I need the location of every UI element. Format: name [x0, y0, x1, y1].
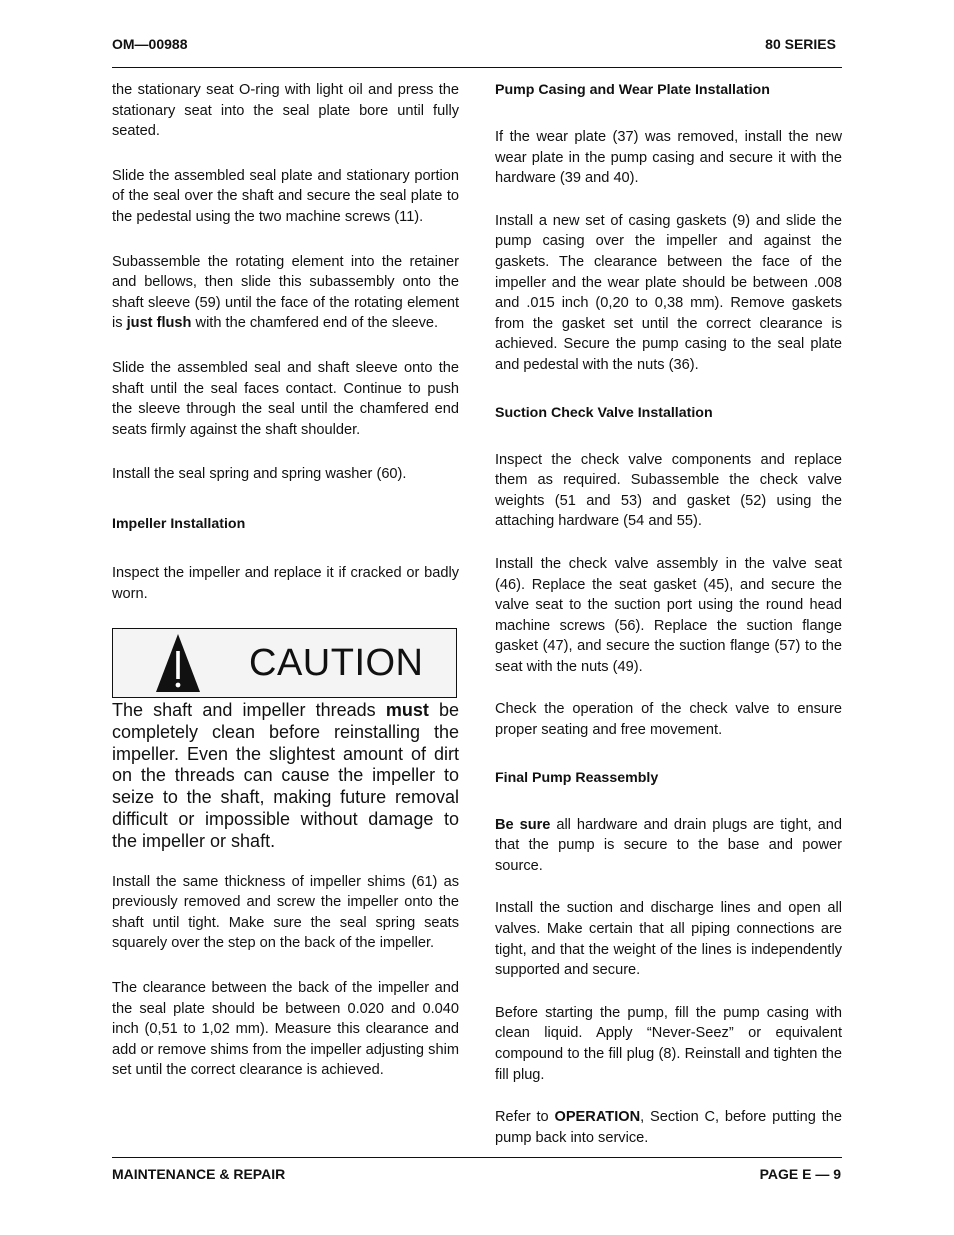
paragraph-fill-casing: Before starting the pump, fill the pump casing with clean liquid. Apply “Never-Seez” or equivalent compound to the fill plug (8). Reinstall and tighten the fill plug.	[495, 1004, 842, 1083]
paragraph-casing-gaskets: Install a new set of casing gaskets (9) and slide the pump casing over the impeller and against the gaskets. The clearance between the face of the impeller and the wear plate should be between .008 and .015 inch (0,20 to 0,38 mm). Remove gaskets from the gasket set until the correct clearance is achieved. Secure the pump casing to the seal plate and pedestal with the nuts (36).	[495, 212, 842, 373]
text: , Section C, before putting the pump back into service.	[495, 1109, 842, 1146]
paragraph-impeller-shims: Install the same thickness of impeller shims (61) as previously removed and screw the impeller onto the shaft until tight. Make sure the seal spring seats squarely over the step on the back of the impeller.	[112, 873, 459, 952]
paragraph-inspect-impeller: Inspect the impeller and replace it if cracked or badly worn.	[112, 564, 459, 602]
paragraph-suction-discharge: Install the suction and discharge lines and open all valves. Make certain that all piping connections are tight, and that the weight of the lines is independently supported and secure.	[495, 900, 842, 979]
paragraph-refer-operation	[495, 1107, 842, 1148]
paragraph-rotating-element	[112, 252, 459, 334]
text: Refer to	[495, 1109, 555, 1126]
caution-label: CAUTION	[249, 642, 424, 685]
paragraph-seal-spring: Install the seal spring and spring washer (60).	[112, 466, 407, 483]
warning-triangle-icon	[155, 633, 201, 693]
header-rule	[112, 67, 842, 68]
paragraph-check-valve-operation: Check the operation of the check valve to ensure proper seating and free movement.	[495, 701, 842, 739]
paragraph-shaft-sleeve: Slide the assembled seal and shaft sleeve onto the shaft until the seal faces contact. Continue to push the sleeve through the seal until the chamfered end seats firmly against the shaft shoulder.	[112, 359, 459, 438]
heading-pump-casing: Pump Casing and Wear Plate Installation	[495, 82, 770, 98]
heading-suction-check-valve: Suction Check Valve Installation	[495, 404, 713, 421]
page-number: PAGE E — 9	[759, 1166, 841, 1182]
heading-impeller-installation: Impeller Installation	[112, 515, 246, 532]
paragraph-check-valve-install: Install the check valve assembly in the valve seat (46). Replace the seat gasket (45), and secure the valve seat to the suction port using the round head machine screws (56). Replace the suction flange gasket (47), and secure the suction flange (57) to the seat with the nuts (49).	[495, 555, 842, 675]
text: be completely clean before reinstalling the impeller. Even the slightest amount of dirt on the threads can cause the impeller to seize to the shaft, making future removal difficult or impossible without damage to the impeller or shaft.	[112, 700, 459, 851]
paragraph-impeller-clearance: The clearance between the back of the impeller and the seal plate should be between 0.020 and 0.040 inch (0,51 to 1,02 mm). Measure this clearance and add or remove shims from the impeller adjusting shim set until the correct clearance is achieved.	[112, 980, 459, 1079]
caution-message	[112, 700, 459, 853]
paragraph-hardware-tight	[495, 815, 842, 877]
document-number: OM—00988	[112, 36, 188, 52]
emphasis: OPERATION	[554, 1109, 641, 1126]
paragraph-stationary-seat: the stationary seat O-ring with light oil and press the stationary seat into the seal plate bore until fully seated.	[112, 82, 459, 140]
emphasis: Be sure	[495, 816, 551, 833]
paragraph-check-valve-inspect: Inspect the check valve components and replace them as required. Subassemble the check valve weights (51 and 53) and gasket (52) using the attaching hardware (54 and 55).	[495, 451, 842, 530]
left-column	[112, 80, 459, 1081]
heading-final-reassembly: Final Pump Reassembly	[495, 769, 659, 786]
text: The shaft and impeller threads	[112, 700, 386, 721]
emphasis: just flush	[126, 315, 192, 332]
footer-rule	[112, 1157, 842, 1158]
paragraph-seal-plate: Slide the assembled seal plate and stationary portion of the seal over the shaft and secure the seal plate to the pedestal using the two machine screws (11).	[112, 167, 459, 225]
paragraph-wear-plate: If the wear plate (37) was removed, install the new wear plate in the pump casing and secure it with the hardware (39 and 40).	[495, 129, 842, 187]
series-title: 80 SERIES	[765, 36, 836, 52]
text: Subassemble the rotating element into the retainer and bellows, then slide this subassembly onto the shaft sleeve (59) until the face of the rotating element is	[112, 253, 459, 332]
right-column	[495, 80, 842, 1148]
caution-banner	[112, 628, 457, 698]
text: with the chamfered end of the sleeve.	[191, 315, 439, 332]
emphasis: must	[385, 700, 429, 721]
section-title: MAINTENANCE & REPAIR	[112, 1166, 286, 1182]
text: all hardware and drain plugs are tight, and that the pump is secure to the base and power source.	[495, 816, 842, 874]
